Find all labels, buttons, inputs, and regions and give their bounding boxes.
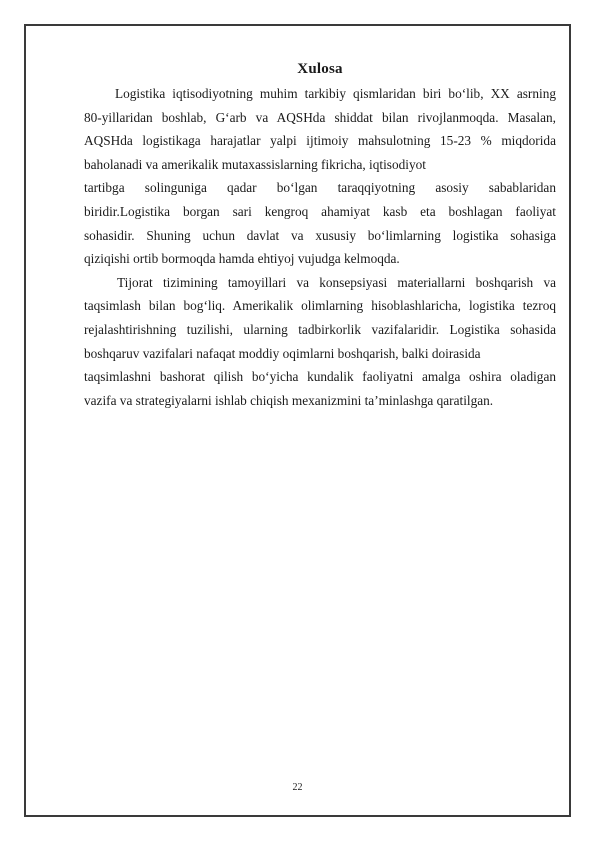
text-line: vazifa va strategiyalarni ishlab chiqish mexanizmini ta’minlashga qaratilgan. xyxy=(84,392,494,408)
text-line: Logistika iqtisodiyotning muhim tarkibiy qismlaridan biri bo‘lib, XX asrning xyxy=(115,86,556,101)
text-line: tartibga solinguniga qadar bo‘lgan taraqqiyotning asosiy sabablaridan xyxy=(84,180,556,196)
text-line: Tijorat tizimining tamoyillari va konsepsiyasi materiallarni boshqarish va xyxy=(117,274,556,290)
text-line: 80-yillaridan boshlab, G‘arb va AQSHda shiddat bilan rivojlanmoqda. Masalan, xyxy=(84,109,556,125)
document-body xyxy=(84,58,556,412)
text-line: AQSHda logistikaga harajatlar yalpi ijtimoiy mahsulotning 15-23 % miqdorida xyxy=(84,133,556,149)
text-line: boshqaruv vazifalari nafaqat moddiy oqimlarni boshqarish, balki doirasida xyxy=(84,345,481,361)
text-line: biridir.Logistika borgan sari kengroq ahamiyat kasb eta boshlagan faoliyat xyxy=(84,203,556,219)
text-line: qiziqishi ortib bormoqda hamda ehtiyoj vujudga kelmoqda. xyxy=(84,251,400,267)
document-title: Xulosa xyxy=(297,61,343,77)
text-line: rejalashtirishning tuzilishi, ularning tadbirkorlik vazifalaridir. Logistika sohasida xyxy=(84,321,556,337)
text-line: taqsimlash bilan bog‘liq. Amerikalik olimlarning hisoblashlaricha, logistika tezroq xyxy=(84,298,556,314)
text-line: taqsimlashni bashorat qilish bo‘yicha kundalik faoliyatni amalga oshira oladigan xyxy=(84,369,556,385)
text-line: baholanadi va amerikalik mutaxassislarning fikricha, iqtisodiyot xyxy=(84,156,426,172)
text-line: sohasidir. Shuning uchun davlat va xususiy bo‘limlarning logistika sohasiga xyxy=(84,227,556,243)
page-number: 22 xyxy=(292,782,303,793)
